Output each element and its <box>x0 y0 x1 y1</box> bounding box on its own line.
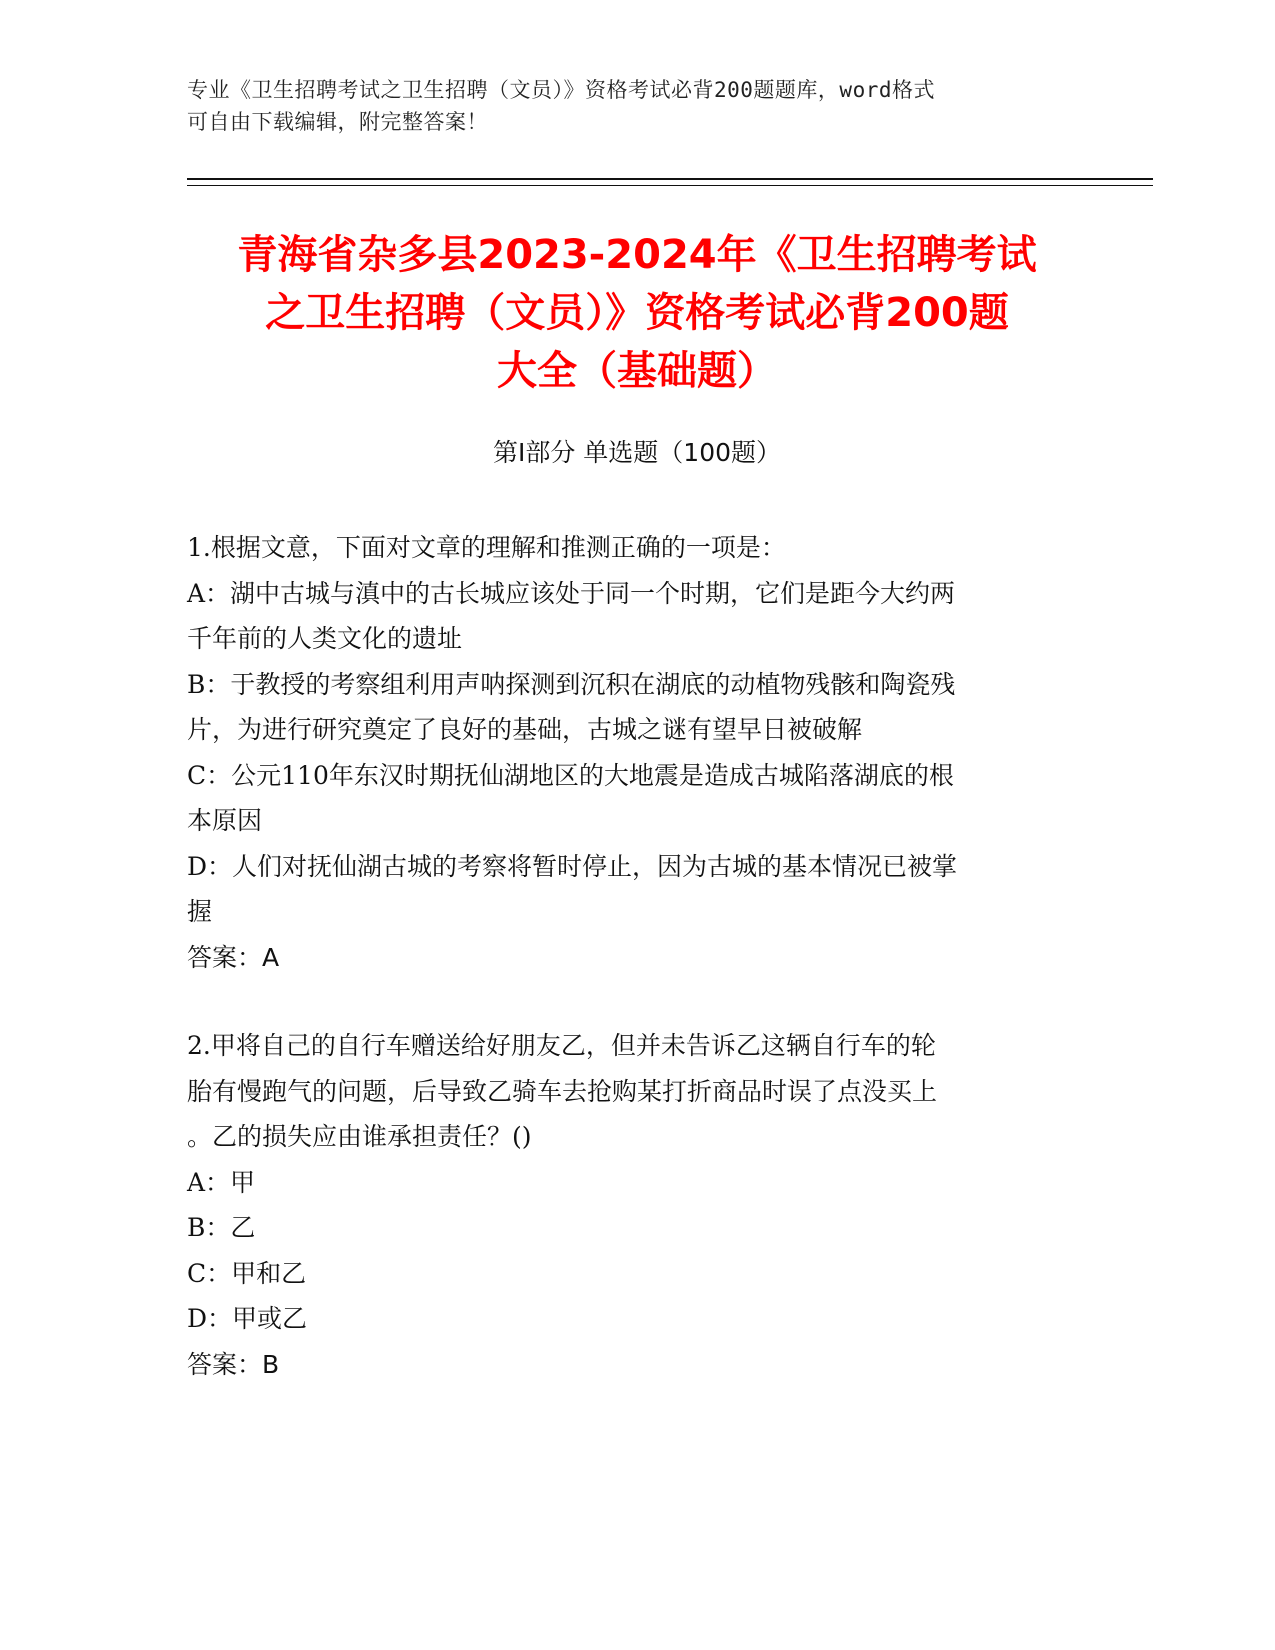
document-title-line: 青海省杂多县2023-2024年《卫生招聘考试 <box>237 232 1037 278</box>
header-note-line: 可自由下载编辑，附完整答案！ <box>187 110 488 134</box>
option-d: D：人们对抚仙湖古城的考察将暂时停止，因为古城的基本情况已被掌 <box>187 851 958 881</box>
header-divider-thick <box>187 178 1153 180</box>
option-a: 千年前的人类文化的遗址 <box>187 624 463 653</box>
header-divider-thin <box>187 185 1153 186</box>
document-title <box>187 226 1087 400</box>
answer: 答案：A <box>187 942 280 972</box>
option-c: C：公元110年东汉时期抚仙湖地区的大地震是造成古城陷落湖底的根 <box>187 760 954 790</box>
option-c: 本原因 <box>187 806 263 835</box>
answer: 答案：B <box>187 1349 280 1379</box>
question-1 <box>187 525 1067 980</box>
section-title: 第I部分 单选题（100题） <box>492 438 782 467</box>
question-stem: 2.甲将自己的自行车赠送给好朋友乙，但并未告诉乙这辆自行车的轮 <box>187 1031 936 1060</box>
option-d: D：甲或乙 <box>187 1304 308 1333</box>
option-c: C：甲和乙 <box>187 1258 307 1288</box>
option-a: A：湖中古城与滇中的古长城应该处于同一个时期，它们是距今大约两 <box>187 578 956 608</box>
option-d: 握 <box>187 897 213 926</box>
document-title-line: 之卫生招聘（文员）》资格考试必背200题 <box>265 290 1009 336</box>
question-2 <box>187 1023 1067 1387</box>
document-title-line: 大全（基础题） <box>497 348 777 394</box>
question-stem: 。乙的损失应由谁承担责任？() <box>187 1122 532 1151</box>
question-stem: 胎有慢跑气的问题，后导致乙骑车去抢购某打折商品时误了点没买上 <box>187 1076 938 1106</box>
option-b: B：乙 <box>187 1213 256 1242</box>
option-b: 片，为进行研究奠定了良好的基础，古城之谜有望早日被破解 <box>187 715 863 744</box>
option-b: B：于教授的考察组利用声呐探测到沉积在湖底的动植物残骸和陶瓷残 <box>187 669 956 699</box>
header-note-line: 专业《卫生招聘考试之卫生招聘（文员）》资格考试必背200题题库，word格式 <box>187 78 935 102</box>
header-note <box>187 74 1067 138</box>
option-a: A：甲 <box>187 1167 256 1197</box>
question-stem: 1.根据文意，下面对文章的理解和推测正确的一项是： <box>187 533 786 562</box>
